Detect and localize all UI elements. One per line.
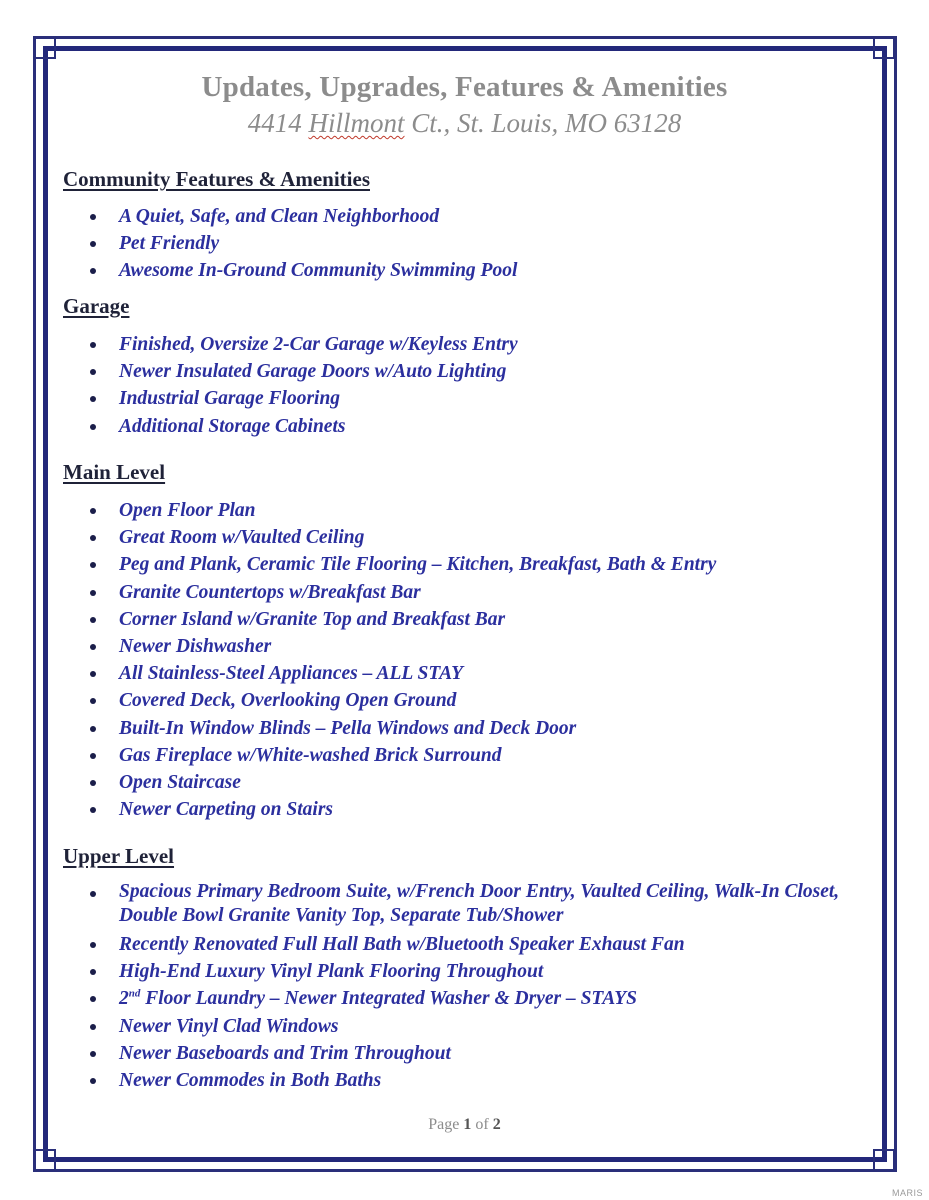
- list-item: Pet Friendly: [90, 230, 880, 257]
- list-item: Awesome In-Ground Community Swimming Pool: [90, 257, 880, 284]
- bullet-icon: [90, 891, 96, 897]
- list-item: Newer Carpeting on Stairs: [90, 796, 880, 823]
- section-heading-main-level: Main Level: [63, 460, 166, 484]
- bullet-icon: [90, 807, 96, 813]
- bullet-icon: [90, 1078, 96, 1084]
- list-item: Peg and Plank, Ceramic Tile Flooring – Kitchen, Breakfast, Bath & Entry: [90, 551, 880, 578]
- list-item: Built-In Window Blinds – Pella Windows and Deck Door: [90, 715, 880, 742]
- bullet-icon: [90, 268, 96, 274]
- address-rest: Ct., St. Louis, MO 63128: [404, 108, 682, 138]
- list-item: Recently Renovated Full Hall Bath w/Bluetooth Speaker Exhaust Fan: [90, 931, 880, 958]
- main-level-features-list: [90, 497, 880, 823]
- list-item: Spacious Primary Bedroom Suite, w/French Door Entry, Vaulted Ceiling, Walk-In Closet, Double Bowl Granite Vanity Top, Separate Tub/Shower: [90, 880, 880, 931]
- list-item: Open Staircase: [90, 769, 880, 796]
- border-corner-ornament: [873, 1149, 895, 1171]
- list-item: 2nd Floor Laundry – Newer Integrated Washer & Dryer – STAYS: [90, 985, 880, 1012]
- bullet-icon: [90, 214, 96, 220]
- list-item: Newer Insulated Garage Doors w/Auto Lighting: [90, 358, 880, 385]
- list-item: A Quiet, Safe, and Clean Neighborhood: [90, 203, 880, 230]
- list-item: Newer Commodes in Both Baths: [90, 1067, 880, 1094]
- bullet-icon: [90, 996, 96, 1002]
- garage-features-list: [90, 331, 880, 440]
- section-heading-garage: Garage: [63, 294, 130, 318]
- bullet-icon: [90, 424, 96, 430]
- list-item: Granite Countertops w/Breakfast Bar: [90, 579, 880, 606]
- bullet-icon: [90, 562, 96, 568]
- bullet-icon: [90, 508, 96, 514]
- list-item: Newer Dishwasher: [90, 633, 880, 660]
- border-corner-ornament: [34, 1149, 56, 1171]
- bullet-icon: [90, 535, 96, 541]
- bullet-icon: [90, 942, 96, 948]
- community-features-list: [90, 203, 880, 285]
- document-title: Updates, Upgrades, Features & Amenities: [201, 71, 728, 103]
- bullet-icon: [90, 969, 96, 975]
- section-heading-community: Community Features & Amenities: [63, 167, 370, 191]
- list-item: Additional Storage Cabinets: [90, 413, 880, 440]
- list-item: Newer Vinyl Clad Windows: [90, 1013, 880, 1040]
- list-item: Newer Baseboards and Trim Throughout: [90, 1040, 880, 1067]
- document-header: [0, 68, 929, 140]
- bullet-icon: [90, 698, 96, 704]
- bullet-icon: [90, 241, 96, 247]
- bullet-icon: [90, 590, 96, 596]
- bullet-icon: [90, 369, 96, 375]
- bullet-icon: [90, 780, 96, 786]
- list-item: Industrial Garage Flooring: [90, 385, 880, 412]
- bullet-icon: [90, 1024, 96, 1030]
- border-corner-ornament: [873, 37, 895, 59]
- bullet-icon: [90, 396, 96, 402]
- list-item: All Stainless-Steel Appliances – ALL STAY: [90, 660, 880, 687]
- list-item: Finished, Oversize 2-Car Garage w/Keyless Entry: [90, 331, 880, 358]
- bullet-icon: [90, 617, 96, 623]
- address-number: 4414: [247, 108, 309, 138]
- bullet-icon: [90, 726, 96, 732]
- bullet-icon: [90, 1051, 96, 1057]
- list-item: Corner Island w/Granite Top and Breakfast Bar: [90, 606, 880, 633]
- section-heading-upper-level: Upper Level: [63, 844, 175, 868]
- upper-level-features-list: [90, 880, 880, 1094]
- list-item: High-End Luxury Vinyl Plank Flooring Throughout: [90, 958, 880, 985]
- address-street-name: Hillmont: [308, 108, 405, 138]
- bullet-icon: [90, 671, 96, 677]
- property-address: [0, 106, 929, 140]
- list-item: Open Floor Plan: [90, 497, 880, 524]
- list-item: Covered Deck, Overlooking Open Ground: [90, 687, 880, 714]
- bullet-icon: [90, 342, 96, 348]
- bullet-icon: [90, 753, 96, 759]
- bullet-icon: [90, 644, 96, 650]
- page-number: Page 1 of 2: [428, 1116, 501, 1133]
- list-item: Great Room w/Vaulted Ceiling: [90, 524, 880, 551]
- border-corner-ornament: [34, 37, 56, 59]
- watermark-logo: MARIS: [891, 1188, 923, 1198]
- list-item: Gas Fireplace w/White-washed Brick Surround: [90, 742, 880, 769]
